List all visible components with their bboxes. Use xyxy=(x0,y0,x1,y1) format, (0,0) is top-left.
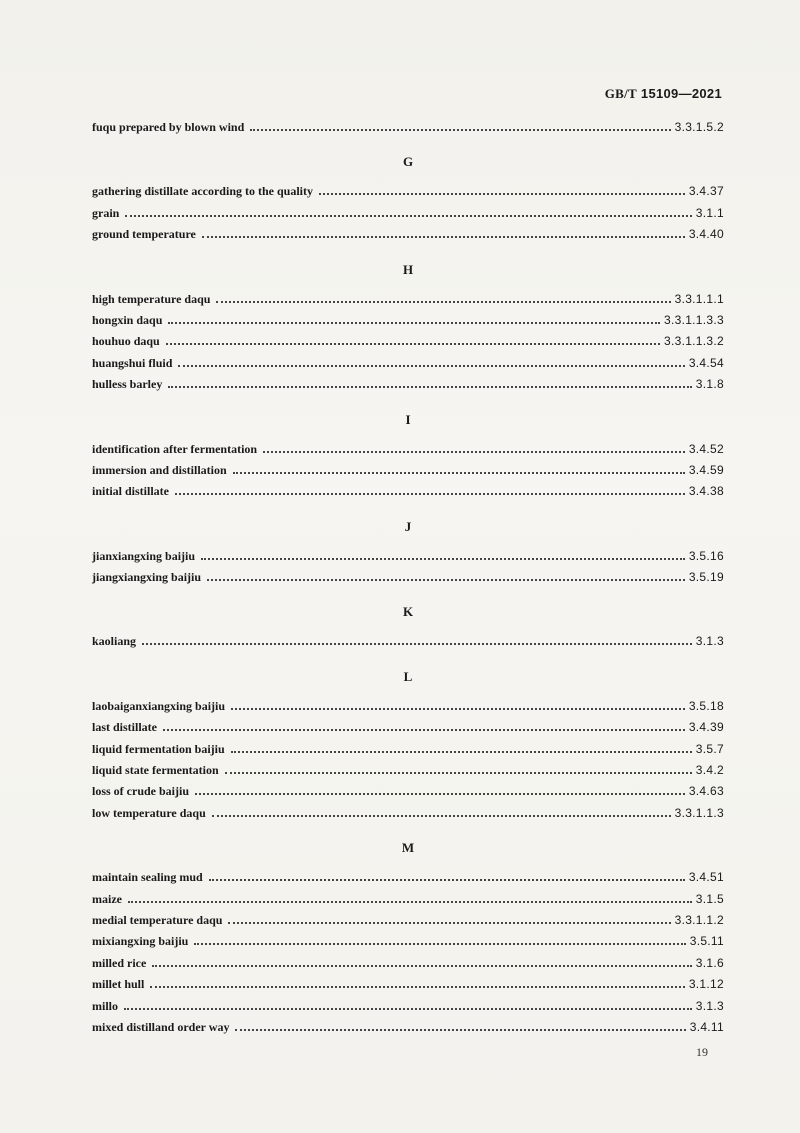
index-reference: 3.4.40 xyxy=(688,227,724,242)
index-term: low temperature daqu xyxy=(92,805,206,820)
index-term: gathering distillate according to the quality xyxy=(92,184,313,199)
index-reference: 3.1.8 xyxy=(695,377,724,392)
index-reference: 3.4.54 xyxy=(688,355,724,370)
index-term: immersion and distillation xyxy=(92,462,227,477)
index-entry xyxy=(92,742,724,763)
index-term: houhuo daqu xyxy=(92,334,160,349)
index-entry xyxy=(92,720,724,741)
dot-leader xyxy=(207,579,685,581)
dot-leader xyxy=(175,493,685,495)
index-entry xyxy=(92,120,724,141)
index-entry xyxy=(92,934,724,955)
index-term: jianxiangxing baijiu xyxy=(92,548,196,563)
index-term: liquid state fermentation xyxy=(92,763,219,778)
index-reference: 3.1.12 xyxy=(688,977,724,992)
index-entry xyxy=(92,356,724,377)
index-entry xyxy=(92,206,724,227)
index-entry xyxy=(92,570,724,591)
index-term: kaoliang xyxy=(92,634,137,649)
index-term: fuqu prepared by blown wind xyxy=(92,120,245,134)
dot-leader xyxy=(263,451,685,453)
index-entry xyxy=(92,463,724,484)
dot-leader xyxy=(212,815,671,817)
index-entry xyxy=(92,334,724,355)
dot-leader xyxy=(128,901,692,903)
section-letter-heading: M xyxy=(401,840,415,856)
index-reference: 3.3.1.1.2 xyxy=(674,912,724,927)
index-reference: 3.3.1.1.3.2 xyxy=(663,334,724,349)
index-reference: 3.3.1.1.1 xyxy=(674,291,724,306)
dot-leader xyxy=(202,236,685,238)
index-term: mixed distilland order way xyxy=(92,1019,230,1034)
index-entry xyxy=(92,227,724,248)
index-entry xyxy=(92,956,724,977)
dot-leader xyxy=(166,343,660,345)
index-entry xyxy=(92,806,724,827)
index-reference: 3.4.63 xyxy=(688,784,724,799)
index-term: medial temperature daqu xyxy=(92,912,223,927)
dot-leader xyxy=(142,643,692,645)
section-letter-heading: L xyxy=(403,668,413,684)
standard-number: 15109—2021 xyxy=(640,86,722,101)
index-term: grain xyxy=(92,205,120,220)
index-reference: 3.1.6 xyxy=(695,955,724,970)
index-entry xyxy=(92,870,724,891)
dot-leader xyxy=(228,922,670,924)
dot-leader xyxy=(250,129,670,131)
index-term: hulless barley xyxy=(92,377,163,392)
index-reference: 3.4.59 xyxy=(688,462,724,477)
index-entry xyxy=(92,763,724,784)
index-entry xyxy=(92,1020,724,1041)
term-index xyxy=(92,120,724,1041)
section-letter-heading: J xyxy=(404,518,412,534)
index-term: liquid fermentation baijiu xyxy=(92,741,225,756)
index-term: laobaiganxiangxing baijiu xyxy=(92,698,226,713)
index-reference: 3.4.38 xyxy=(688,484,724,499)
index-term: millet hull xyxy=(92,977,145,992)
index-reference: 3.4.39 xyxy=(688,720,724,735)
dot-leader xyxy=(209,879,685,881)
index-term: maintain sealing mud xyxy=(92,870,203,885)
dot-leader xyxy=(125,215,691,217)
dot-leader xyxy=(216,301,670,303)
index-entry xyxy=(92,292,724,313)
index-term: millo xyxy=(92,998,118,1013)
section-letter-heading: H xyxy=(402,261,414,277)
index-reference: 3.4.37 xyxy=(688,184,724,199)
index-reference: 3.1.3 xyxy=(695,634,724,649)
dot-leader xyxy=(178,365,684,367)
index-term: high temperature daqu xyxy=(92,291,211,306)
index-term: huangshui fluid xyxy=(92,355,173,370)
dot-leader xyxy=(319,193,685,195)
index-entry xyxy=(92,484,724,505)
dot-leader xyxy=(163,729,685,731)
index-reference: 3.1.1 xyxy=(695,205,724,220)
index-entry xyxy=(92,313,724,334)
dot-leader xyxy=(201,558,685,560)
standard-prefix: GB/T xyxy=(604,86,637,101)
index-reference: 3.1.5 xyxy=(695,891,724,906)
index-reference: 3.5.16 xyxy=(688,548,724,563)
index-reference: 3.4.51 xyxy=(688,870,724,885)
dot-leader xyxy=(233,472,685,474)
index-entry xyxy=(92,999,724,1020)
index-term: initial distillate xyxy=(92,484,170,499)
index-reference: 3.5.11 xyxy=(689,934,724,949)
dot-leader xyxy=(124,1008,692,1010)
index-term: milled rice xyxy=(92,955,147,970)
index-term: last distillate xyxy=(92,720,157,735)
index-entry xyxy=(92,892,724,913)
index-term: maize xyxy=(92,891,122,906)
index-term: hongxin daqu xyxy=(92,312,163,327)
index-term: ground temperature xyxy=(92,227,196,242)
index-term: mixiangxing baijiu xyxy=(92,934,189,949)
index-reference: 3.5.7 xyxy=(695,741,724,756)
index-entry xyxy=(92,977,724,998)
dot-leader xyxy=(225,772,692,774)
index-term: loss of crude baijiu xyxy=(92,784,190,799)
dot-leader xyxy=(231,708,685,710)
index-reference: 3.3.1.1.3.3 xyxy=(663,312,724,327)
index-entry xyxy=(92,699,724,720)
section-letter-heading: K xyxy=(402,604,414,620)
index-reference: 3.1.3 xyxy=(695,998,724,1013)
index-reference: 3.3.1.5.2 xyxy=(674,120,724,134)
index-term: jiangxiangxing baijiu xyxy=(92,570,202,585)
index-entry xyxy=(92,442,724,463)
index-reference: 3.4.52 xyxy=(688,441,724,456)
dot-leader xyxy=(150,986,684,988)
dot-leader xyxy=(235,1029,685,1031)
index-reference: 3.5.19 xyxy=(688,570,724,585)
index-reference: 3.4.11 xyxy=(689,1019,724,1034)
index-entry xyxy=(92,784,724,805)
standard-code-header xyxy=(605,86,722,102)
dot-leader xyxy=(152,965,691,967)
section-letter-heading: I xyxy=(405,411,411,427)
dot-leader xyxy=(194,943,685,945)
index-entry xyxy=(92,377,724,398)
index-entry xyxy=(92,549,724,570)
section-letter-heading: G xyxy=(402,154,414,170)
index-reference: 3.3.1.1.3 xyxy=(674,805,724,820)
index-reference: 3.5.18 xyxy=(688,698,724,713)
dot-leader xyxy=(195,793,685,795)
dot-leader xyxy=(231,751,692,753)
page-number: 19 xyxy=(696,1045,708,1059)
dot-leader xyxy=(168,322,660,324)
index-term: identification after fermentation xyxy=(92,441,258,456)
index-entry xyxy=(92,184,724,205)
index-entry xyxy=(92,913,724,934)
index-entry xyxy=(92,634,724,655)
dot-leader xyxy=(168,386,691,388)
index-reference: 3.4.2 xyxy=(695,763,724,778)
